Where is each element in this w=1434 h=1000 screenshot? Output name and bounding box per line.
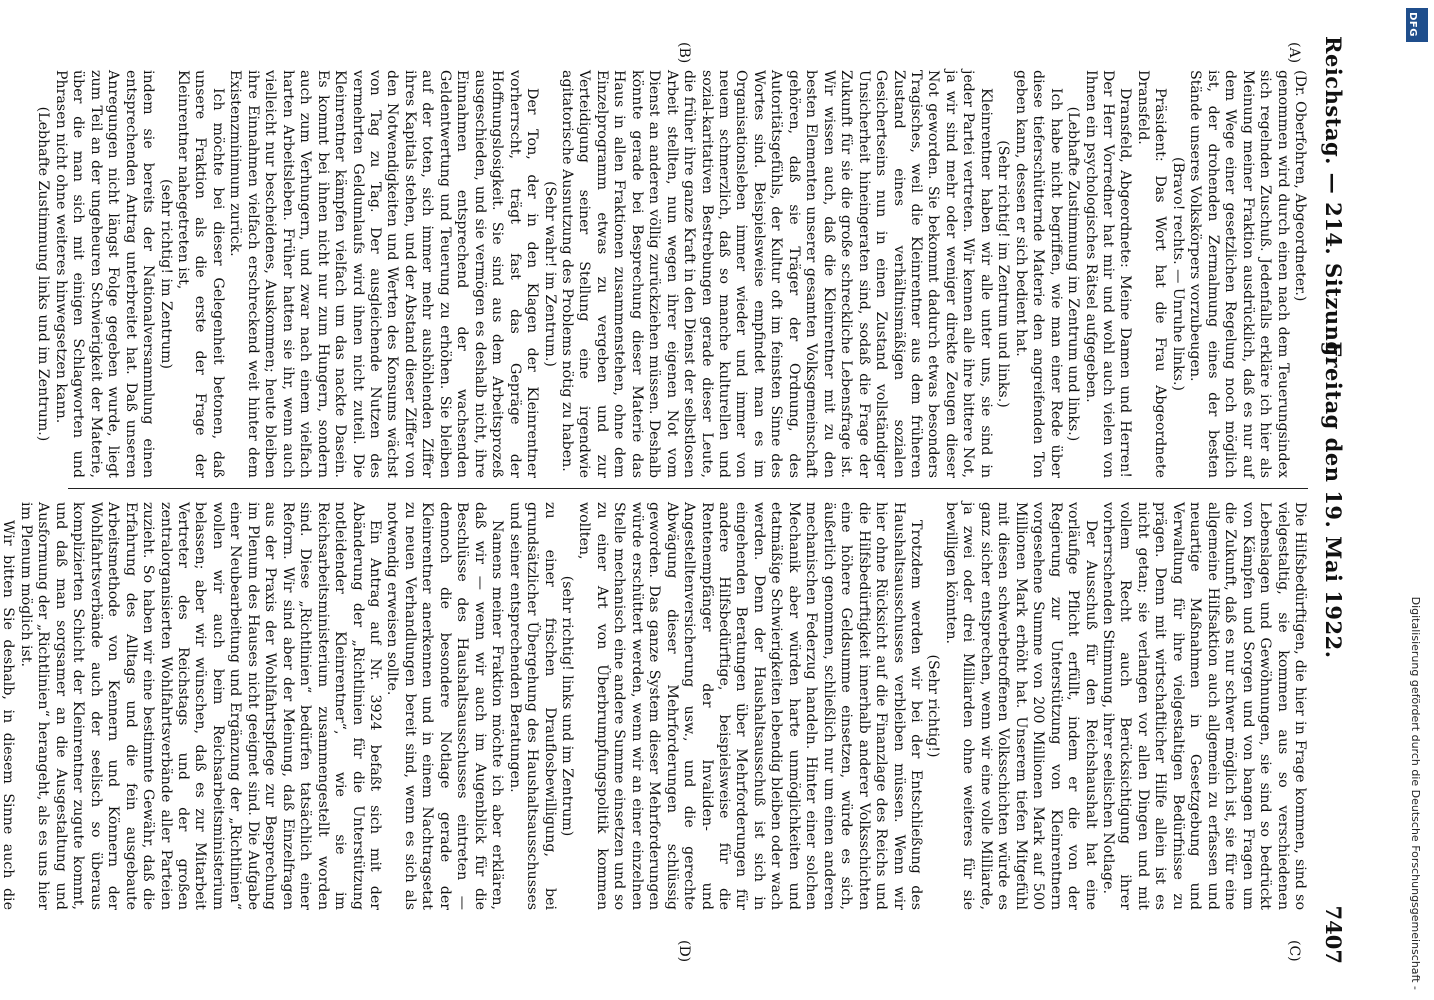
interjection: (sehr richtig! im Zentrum)	[157, 178, 174, 370]
paragraph: Trotzdem werden wir bei der Entschließung des Haushaltsausschusses verbleiben müssen. Wenn wir hier ohne Rücksicht auf die Finanzlage des Reichs und die Hilfsbedürftigkeit innerhalb anderer Volksschichten eine höhere Geldsumme einsetzen, würde es sich, äußerlich genommen, schließlich nur um einen anderen mechanischen Federzug handeln. Hinter einer solchen Mechanik aber würden harte unmöglichkeiten und etatmäßige Schwierigkeiten lebendig bleiben oder wach werden. Denn der Haushaltsausschuß ist sich in eingehenden Beratungen über Mehrforderungen für andere Hilfsbedürftige, beispielsweise für die Rentenempfänger der Invaliden- und Angestelltenversicherung usw., und die gerechte Abwägung dieser Mehrforderungen schlüssig geworden. Das ganze System dieser Mehrforderungen würde erschüttert werden, wenn wir an einer einzelnen Stelle mechanisch eine andere Summe einsetzen und so zu einer Art von Überbrumpfungspolitik kommen wollten,	[576, 502, 925, 910]
digitization-note-text: Digitalisierung gefördert durch die Deutsche Forschungsgemeinschaft -	[1409, 596, 1422, 990]
paragraph: Kleinrentner haben wir alle unter uns, sie sind in jeder Partei vertreten. Wir kennen alle ihre bittere Not, ja wir sind mehr oder weniger direkte Zeugen dieser Not geworden. Sie bekommt dadurch etwas besonders Tragisches, weil die Kleinrentner aus dem früheren Zustand eines verhältnismäßigen sozialen Gesichertseins nun in einen Zustand vollständiger Unsicherheit hineingeraten sind, sodaß die Frage der Zukunft für sie die große schreckliche Lebensfrage ist. Wir wissen auch, daß die Kleinrentner mit zu den besten Elementen unserer gesamten Volksgemeinschaft gehören, daß sie Träger der Ordnung, des Autoritätsgefühls, der Kultur oft im feinsten Sinne des Wortes sind. Beispielsweise empfindet man es im Organisationsleben immer wieder und immer von neuem schmerzlich, daß so manche kulturellen und sozial-karitativen Bestrebungen gerade dieser Leute, die früher ihre ganze Kraft in den Dienst der selbstlosen Arbeit stellten, nun wegen ihrer eigenen Not vom Dienst an anderen völlig zurückziehen müssen. Deshalb könnte gerade bei Besprechung dieser Materie das Haus in allen Fraktionen zusammenstehen, ohne dem Einzelprogramm etwas zu vergeben und zur Verteidigung seiner Stellung eine irgendwie agitatorische Ausnutzung des Problems nötig zu haben.	[558, 70, 994, 478]
left-column	[35, 70, 1308, 478]
paragraph: Die Hilfsbedürftigen, die hier in Frage kommen, sind so vielgestaltig, sie kommen aus so verschiedenen Lebenslagen und Gewöhnungen, sie sind so bedrückt von Kämpfen und Sorgen und von bangen Fragen um die Zukunft, daß es nur schwer möglich ist, sie für eine allgemeine Hilfsaktion auch allgemein zu erfassen und neuartige Maßnahmen in Gesetzgebung und Verwaltung für ihre vielgestaltigen Bedürfnisse zu prägen. Denn mit wirtschaftlicher Hilfe allein ist es nicht getan; sie verlangen vor allen Dingen und mit vollem Recht auch Berücksichtigung ihrer vorherrschenden Stimmung, ihrer seelischen Notlage.	[1100, 502, 1308, 910]
digitization-note	[1402, 10, 1428, 990]
paragraph: Wir bitten Sie deshalb, in diesem Sinne auch die	[0, 520, 17, 910]
paragraph: indem sie bereits der Nationalversammlung einen entsprechenden Antrag unterbreitet hat. Daß unseren Anregungen nicht längst Folge gegeben wurde, liegt zum Teil an der ungeheuren Schwierigkeit der Materie, über die man sich mit einigen Schlagworten und Phrasen nicht ohne weiteres hinwegsetzen kann.	[52, 70, 157, 478]
interjection: (Sehr richtig!)	[925, 654, 942, 758]
margin-marker-c: (C)	[1286, 940, 1302, 962]
paragraph-dransfeld: Dransfeld, Abgeordnete: Meine Damen und Herren! Der Herr Vorredner hat mir und wohl auch vielen von Ihnen ein psychologisches Rätsel aufgegeben.	[1082, 70, 1134, 478]
margin-marker-b: (B)	[676, 42, 692, 64]
paragraph: zu einer frischen Drauflosbewilligung, bei grundsätzlicher Übergehung des Haushaltsausschusses und seiner entsprechenden Beratungen.	[506, 502, 558, 910]
paragraph: Ich habe nicht begriffen, wie man einer Rede über diese tieferschütternde Materie den angreifenden Ton geben kann, dessen er sich bedient hat.	[1012, 70, 1064, 478]
dfg-logo	[1406, 8, 1428, 42]
interjection: (sehr richtig! links und im Zentrum)	[558, 575, 575, 837]
paragraph: genommen wird durch einen nach dem Teuerungsindex sich regelnden Zuschuß. Jedenfalls erkläre ich hier als Meinung meiner Fraktion ausdrücklich, daß es nur auf dem Wege einer gesetzlichen Regelung noch möglich ist, der drohenden Zermalmung eines der besten Stände unseres Volkskörpers vorzubeugen.	[1187, 70, 1291, 478]
interjection: (Sehr wahr! im Zentrum.)	[541, 181, 558, 367]
interjection: (Lebhafte Zustimmung links und im Zentrum.)	[35, 106, 52, 442]
margin-marker-d: (D)	[676, 940, 692, 963]
page-header	[1312, 36, 1352, 964]
paragraph: Der Ton, der in den Klagen der Kleinrentner vorherrscht, trägt fast das Gepräge der Hoffnungslosigkeit. Sie sind aus dem Arbeitsprozeß ausgeschieden, und sie vermögen es deshalb nicht, ihre Einnahmen entsprechend der wachsenden Geldentwertung und Teuerung zu erhöhen. Sie bleiben auf der toten, sich immer mehr aushöhlenden Ziffer ihres Kapitals stehen, und der Abstand dieser Ziffer von den Notwendigkeiten und Werten des Konsums wächst von Tag zu Tag. Der ausgleichende Nutzen des vermehrten Geldumlaufs wird ihnen nicht zuteil. Die Kleinrentner kämpfen vielfach um das nackte Dasein. Es kommt bei ihnen nicht nur zum Hungern, sondern auch zum Verhungern, und zwar nach einem vielfach harten Arbeitsleben. Früher hatten sie ihr, wenn auch vielleicht nur bescheidenes, Auskommen; heute bleiben ihre Einnahmen vielfach erschreckend weit hinter dem Existenzminimum zurück.	[227, 70, 541, 478]
margin-marker-a: (A)	[1286, 42, 1302, 64]
right-column	[0, 502, 1308, 910]
paragraph: Namens meiner Fraktion möchte ich aber erklären, daß wir — wenn wir auch im Augenblick für die Beschlüsse des Haushaltsausschusses eintreten — dennoch die besondere Notlage gerade der Kleinrentner anerkennen und in einem Nachtragsetat zu neuen Verhandlungen bereit sind, wenn es sich als notwendig erweisen sollte.	[384, 502, 506, 910]
header-left: Reichstag. — 214. Sitzung.	[1321, 36, 1346, 365]
paragraph: Ich möchte bei dieser Gelegenheit betonen, daß unsere Fraktion als die erste der Frage der Kleinrentner nahegetreten ist,	[175, 70, 226, 478]
interjection: (Sehr richtig! im Zentrum und links.)	[995, 140, 1012, 408]
paragraph-president: Präsident: Das Wort hat die Frau Abgeordnete Dransfeld.	[1134, 70, 1169, 478]
header-date: Freitag den 19. Mai 1922.	[1321, 341, 1346, 659]
column-divider	[68, 488, 1308, 489]
page-number: 7407	[1321, 905, 1346, 964]
interjection: (Bravo! rechts. — Unruhe links.)	[1169, 156, 1186, 392]
paragraph: Ein Antrag auf Nr. 3924 befaßt sich mit der Abänderung der „Richtlinien für die Unterstützung notleidender Kleinrentner“, wie sie im Reichsarbeitsministerium zusammengestellt worden sind. Diese „Richtlinien“ bedürfen tatsächlich einer Reform. Wir sind aber der Meinung, daß Einzelfragen aus der Praxis der Wohlfahrtspflege zur Besprechung im Plenum des Hauses nicht geeignet sind. Die Aufgabe einer Neubearbeitung und Ergänzung der „Richtlinien“ wollen wir auch beim Reichsarbeitsministerium belassen; aber wir wünschen, daß es zur Mitarbeit Vertreter des Reichstags und der großen zentralorganisierten Wohlfahrtsverbände aller Parteien zuzieht. So haben wir eine bestimmte Gewähr, daß die Erfahrung des Alltags und die fein ausgebaute Arbeitsmethode von Kennern und Könnern der Wohlfahrtsverbände auch der seelisch so überaus komplizierten Schicht der Kleinrentner zugute kommt, und daß man sorgsamer an die Ausgestaltung und Ausformung der „Richtlinien“ herangeht, als es uns hier im Plenum möglich ist.	[17, 502, 383, 910]
interjection: (Lebhafte Zustimmung im Zentrum und links.)	[1065, 106, 1082, 442]
dfg-logo-text: DFG	[1406, 12, 1418, 37]
speaker-note: (Dr. Oberfohren, Abgeordneter.)	[1292, 70, 1308, 302]
paragraph: Der Ausschuß für den Reichshaushalt hat eine vorläufige Pflicht erfüllt, indem er die von der Regierung zur Unterstützung von Kleinrentnern vorgesehene Summe von 200 Millionen Mark auf 500 Millionen Mark erhöht hat. Unserem tiefen Mitgefühl mit diesen schwerbetroffenen Volksschichten würde es ganz sicher entsprechen, wenn wir eine volle Milliarde, ja zwei oder drei Milliarden ohne weiteres für sie bewilligen könnten.	[942, 502, 1099, 910]
